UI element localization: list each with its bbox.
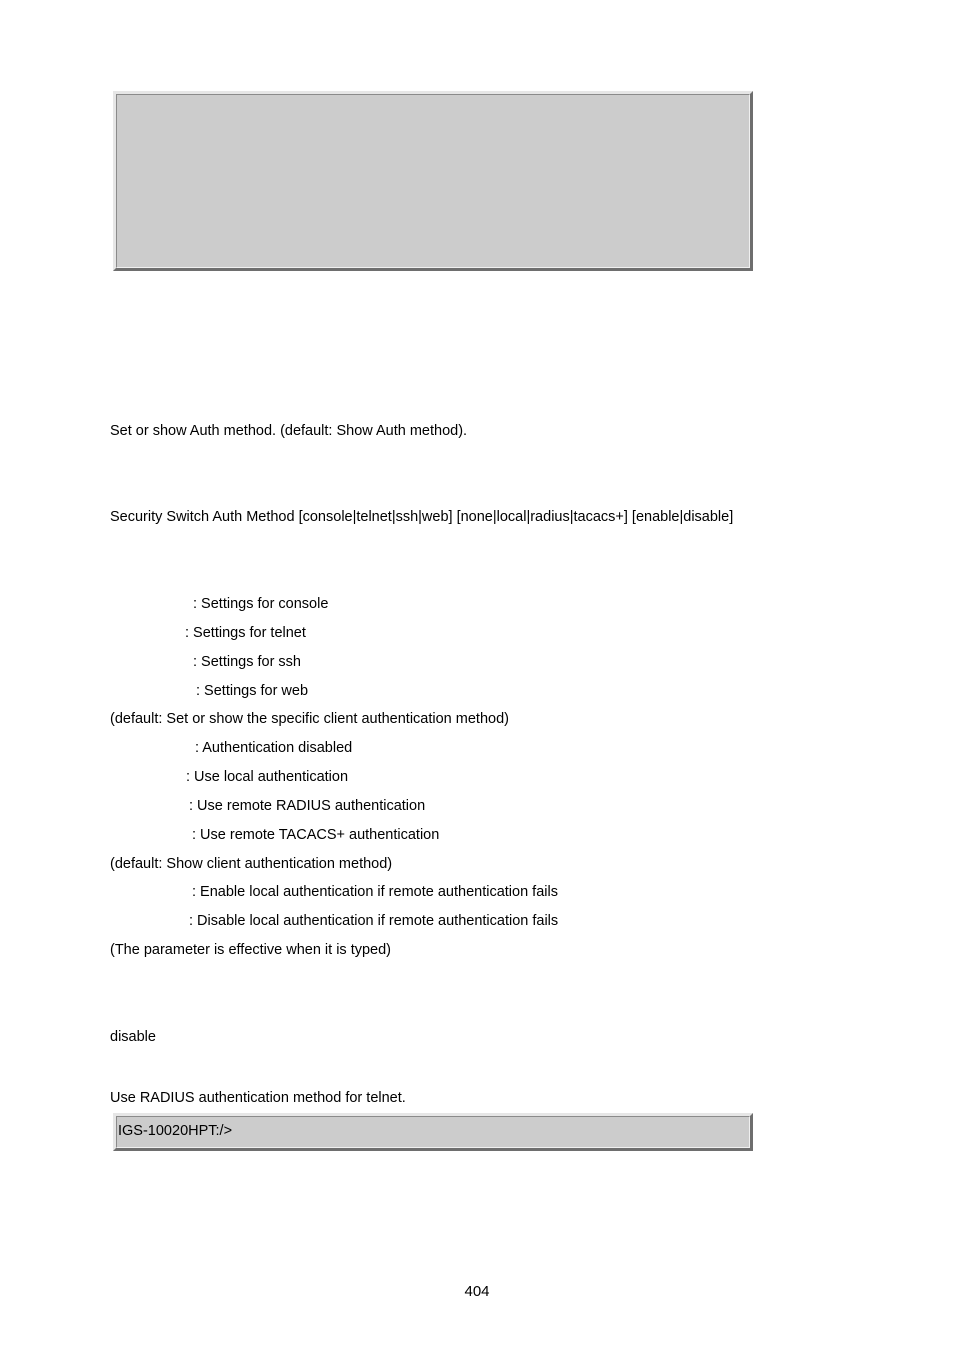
param-disable: : Disable local authentication if remote authentication fails — [189, 913, 559, 929]
code-example-box-top — [113, 91, 753, 271]
code-example-box-bottom — [113, 1113, 753, 1151]
example-command: IGS-10020HPT:/> — [118, 1123, 233, 1139]
command-syntax: Security Switch Auth Method [console|telnet|ssh|web] [none|local|radius|tacacs+] [enable|disable] — [110, 509, 734, 525]
example-description: Use RADIUS authentication method for telnet. — [110, 1090, 406, 1106]
param-method-default: (default: Show client authentication method) — [110, 856, 393, 872]
param-tacacs: : Use remote TACACS+ authentication — [192, 827, 440, 843]
param-local: : Use local authentication — [186, 769, 349, 785]
param-effective-note: (The parameter is effective when it is typed) — [110, 942, 391, 958]
param-telnet: : Settings for telnet — [185, 625, 306, 641]
param-radius: : Use remote RADIUS authentication — [189, 798, 426, 814]
page-number: 404 — [464, 1283, 490, 1300]
param-client-default: (default: Set or show the specific client authentication method) — [110, 711, 509, 727]
command-description: Set or show Auth method. (default: Show Auth method). — [110, 423, 468, 439]
param-none: : Authentication disabled — [195, 740, 353, 756]
default-value: disable — [110, 1029, 156, 1045]
param-enable: : Enable local authentication if remote authentication fails — [192, 884, 558, 900]
param-console: : Settings for console — [193, 596, 329, 612]
param-web: : Settings for web — [196, 683, 309, 699]
param-ssh: : Settings for ssh — [193, 654, 301, 670]
